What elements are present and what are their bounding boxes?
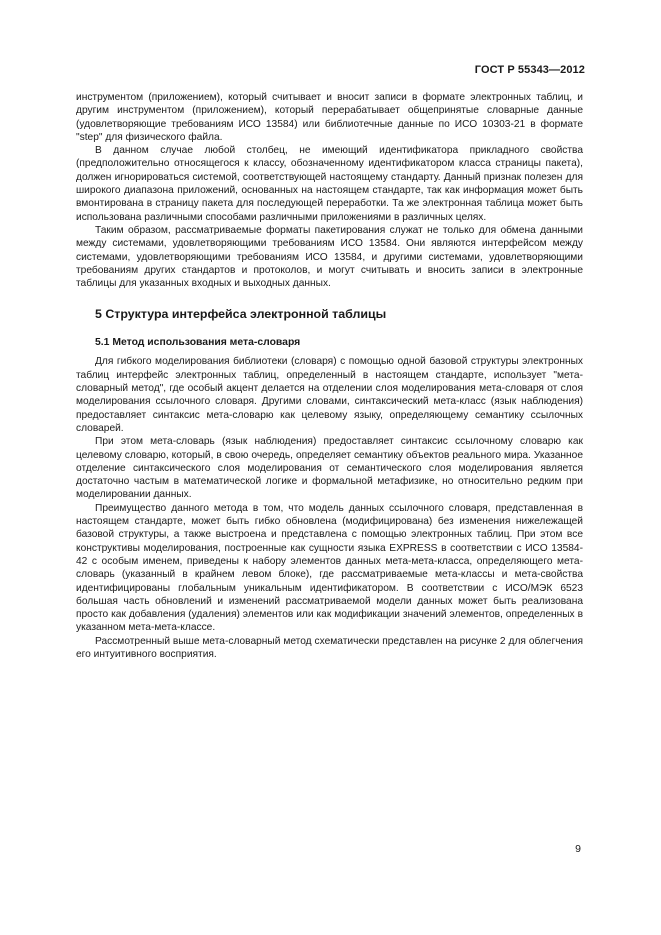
intro-paragraph-2: В данном случае любой столбец, не имеющий идентификатора прикладного свойства (предположительно относящегося к классу, обозначенному идентификатором класса страницы пакета), должен игнорироваться системой, соответствующей настоящему стандарту. Данный признак полезен для широкого диапазона приложений, основанных на настоящем стандарте, так как информация может быть вмонтирована в страницу пакета для последующей переработки. Та же электронная таблица может быть использована различными способами различными приложениями в различных целях. xyxy=(76,145,583,223)
page-number: 9 xyxy=(575,843,581,855)
section-heading: 5 Структура интерфейса электронной таблицы xyxy=(95,307,387,322)
document-body xyxy=(76,91,583,661)
intro-paragraph-3: Таким образом, рассматриваемые форматы пакетирования служат не только для обмена данными между системами, удовлетворяющими требованиям ИСО 13584. Они являются интерфейсом между системами, удовлетворяющими требованиям ИСО 13584, и другими системами, удовлетворяющими требованиям других стандартов и протоколов, и могут считывать и вносить записи в электронные таблицы для указанных входных и выходных данных. xyxy=(76,224,583,290)
document-header: ГОСТ Р 55343—2012 xyxy=(474,64,585,76)
intro-paragraph-1: инструментом (приложением), который считывает и вносит записи в формате электронных таблиц, и другим инструментом (приложением), который перерабатывает общепринятые словарные данные (удовлетворяющие требованиям ИСО 13584) или библиотечные данные по ИСО 10303-21 в формате "step" для физического файла. xyxy=(76,92,583,143)
section-paragraph-2: При этом мета-словарь (язык наблюдения) предоставляет синтаксис ссылочному словарю как целевому словарю, который, в свою очередь, определяет семантику объектов реального мира. Указанное отделение синтаксического слоя моделирования от семантического слоя моделирования является достаточно частым в математической логике и формальной метафизике, но относительно редким при моделировании данных. xyxy=(76,436,583,501)
subsection-heading: 5.1 Метод использования мета-словаря xyxy=(95,337,301,349)
section-paragraph-3: Преимущество данного метода в том, что модель данных ссылочного словаря, представленная в настоящем стандарте, может быть гибко обновлена (модифицирована) без изменения нижележащей базовой структуры, а также выстроена и представлена с помощью электронных таблиц. При этом все конструктивы моделирования, построенные как сущности языка EXPRESS в соответствии с ИСО 13584-42 с особым именем, приведены к набору элементов данных мета-мета-класса, определяющего мета-словарь (указанный в крайнем левом блоке), где рассматриваемые мета-классы и мета-свойства идентифицированы глобальным уникальным идентификатором. В соответствии с ИСО/МЭК 6523 большая часть обновлений и изменений рассматриваемой модели данных может быть реализована просто как добавления (удаления) элементов или как модификации значений элементов, определенных в указанном мета-мета-классе. xyxy=(76,502,583,634)
section-paragraph-4: Рассмотренный выше мета-словарный метод схематически представлен на рисунке 2 для облегчения его интуитивного восприятия. xyxy=(76,635,583,660)
section-paragraph-1: Для гибкого моделирования библиотеки (словаря) с помощью одной базовой структуры электронных таблиц интерфейс электронных таблиц, определенный в настоящем стандарте, использует "мета-словарный метод", где особый акцент делается на отделении слоя моделирования мета-словаря от слоя моделирования ссылочного словаря. Другими словами, синтаксический мета-класс (язык наблюдения) предоставляет синтаксис мета-словарю как целевому языку, определяющему семантику ссылочных словарей. xyxy=(76,356,583,434)
